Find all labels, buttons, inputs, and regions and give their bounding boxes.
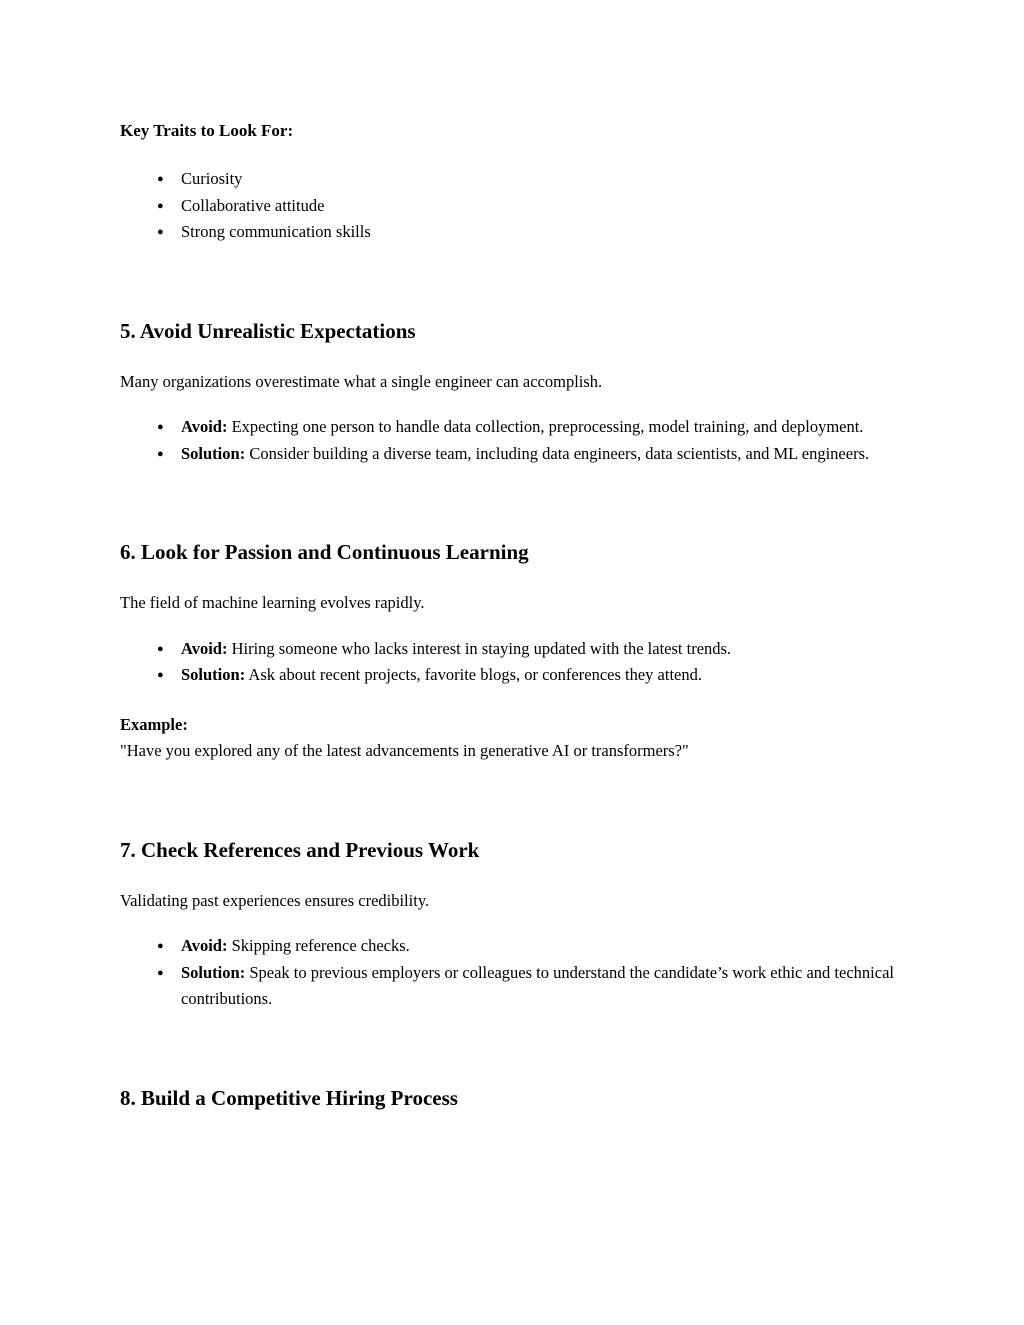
section-6-list [120, 636, 920, 689]
bullet-item [120, 933, 920, 960]
bullet-item [120, 636, 920, 663]
bullet-label: Avoid: [181, 417, 228, 436]
bullet-item [120, 441, 920, 468]
bullet-text: Hiring someone who lacks interest in staying updated with the latest trends. [227, 638, 732, 658]
example-quote: "Have you explored any of the latest advancements in generative AI or transformers?" [120, 741, 689, 760]
bullet-item [120, 193, 920, 220]
bullet-text: Expecting one person to handle data collection, preprocessing, model training, and deployment. [227, 417, 864, 436]
bullet-label: Solution: [181, 962, 246, 982]
example-block [120, 712, 920, 765]
bullet-text: Skipping reference checks. [227, 936, 410, 955]
bullet-item [120, 960, 920, 1013]
bullet-text: Curiosity [181, 169, 243, 188]
bullet-label: Solution: [181, 665, 246, 684]
key-traits-list [120, 166, 920, 246]
bullet-item [120, 414, 920, 441]
bullet-item [120, 166, 920, 193]
bullet-text: Ask about recent projects, favorite blogs, or conferences they attend. [245, 665, 702, 684]
section-7-list [120, 933, 920, 1013]
section-8-heading: 8. Build a Competitive Hiring Process [120, 1085, 458, 1110]
bullet-item [120, 662, 920, 689]
section-5-intro: Many organizations overestimate what a single engineer can accomplish. [120, 371, 603, 391]
section-5-list [120, 414, 920, 467]
bullet-label: Avoid: [181, 638, 228, 658]
section-6-intro: The field of machine learning evolves rapidly. [120, 593, 425, 612]
bullet-text: Strong communication skills [181, 222, 371, 241]
bullet-text: Consider building a diverse team, including data engineers, data scientists, and ML engineers. [245, 443, 870, 463]
bullet-text: Speak to previous employers or colleagues to understand the candidate’s work ethic and technical contributions. [181, 962, 894, 1008]
section-6-heading: 6. Look for Passion and Continuous Learning [120, 540, 529, 564]
bullet-text: Collaborative attitude [181, 195, 325, 215]
section-5-heading: 5. Avoid Unrealistic Expectations [120, 318, 416, 343]
bullet-item [120, 219, 920, 246]
key-traits-heading: Key Traits to Look For: [120, 121, 294, 140]
bullet-label: Solution: [181, 443, 246, 463]
bullet-label: Avoid: [181, 936, 228, 955]
section-7-intro: Validating past experiences ensures credibility. [120, 890, 430, 910]
section-7-heading: 7. Check References and Previous Work [120, 837, 480, 862]
example-label: Example: [120, 714, 188, 734]
